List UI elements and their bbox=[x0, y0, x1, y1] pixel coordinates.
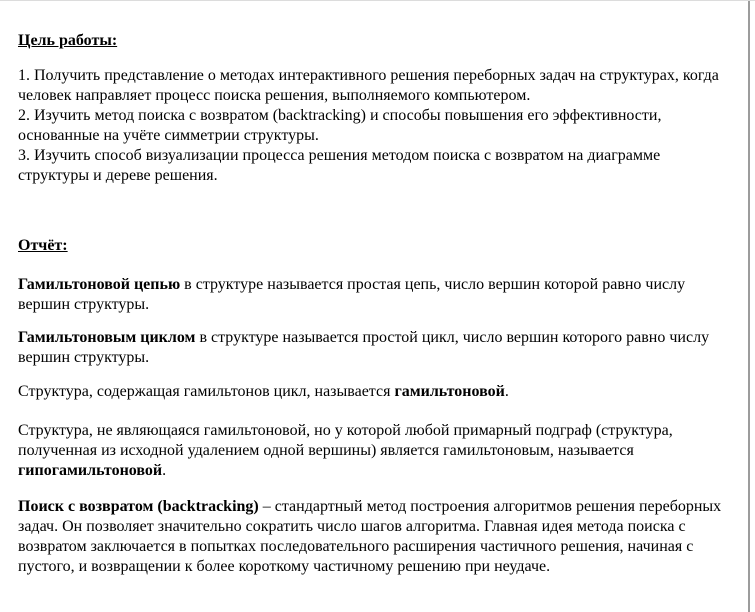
goal-item-3: 3. Изучить способ визуализации процесса решения методом поиска с возвратом на диаграмме структуры и дереве решения. bbox=[18, 147, 661, 184]
goal-list bbox=[18, 66, 733, 186]
paragraph-tail: . bbox=[162, 462, 167, 479]
goal-item-2: 2. Изучить метод поиска с возвратом (backtracking) и способы повышения его эффективности, основанные на учёте симметрии структуры. bbox=[18, 107, 662, 144]
paragraph-lead: Структура, содержащая гамильтонов цикл, называется bbox=[18, 383, 395, 400]
paragraph-term: Гамильтоновым циклом bbox=[18, 329, 196, 346]
paragraph-term: Поиск с возвратом (backtracking) bbox=[18, 498, 259, 515]
definition-paragraph-hamiltonian-cycle bbox=[18, 328, 733, 368]
paragraph-tail: – стандартный метод построения алгоритмов решения переборных задач. Он позволяет значительно сократить число шагов алгоритма. Главная идея метода поиска с возвратом заключается в попытках последовательного расширения частичного решения, начиная с пустого, и возвращении к более короткому частичному решению при неудаче. bbox=[18, 498, 722, 575]
goal-item-1: 1. Получить представление о методах интерактивного решения переборных задач на структурах, когда человек направляет процесс поиска решения, выполняемого компьютером. bbox=[18, 67, 719, 104]
definition-paragraph-backtracking bbox=[18, 497, 733, 577]
page-right-edge-line bbox=[748, 1, 750, 612]
definition-paragraph-hamiltonian-chain bbox=[18, 275, 733, 315]
paragraph-term: Гамильтоновой цепью bbox=[18, 276, 181, 293]
paragraph-tail: . bbox=[504, 383, 509, 400]
paragraph-term: гипогамильтоновой bbox=[18, 462, 163, 479]
paragraph-tail: в структуре называется простая цепь, число вершин которой равно числу вершин структуры. bbox=[18, 276, 686, 313]
definition-paragraph-hamiltonian-structure bbox=[18, 382, 733, 402]
goal-heading: Цель работы: bbox=[18, 32, 118, 49]
paragraph-lead: Структура, не являющаяся гамильтоновой, но у которой любой примарный подграф (структура, полученная из исходной удалением одной вершины) является гамильтоновым, называется bbox=[18, 422, 673, 459]
report-heading: Отчёт: bbox=[18, 237, 68, 254]
paragraph-tail: в структуре называется простой цикл, число вершин которого равно числу вершин структуры. bbox=[18, 329, 710, 366]
paragraph-term: гамильтоновой bbox=[394, 383, 505, 400]
definition-paragraph-hypohamiltonian bbox=[18, 421, 733, 481]
